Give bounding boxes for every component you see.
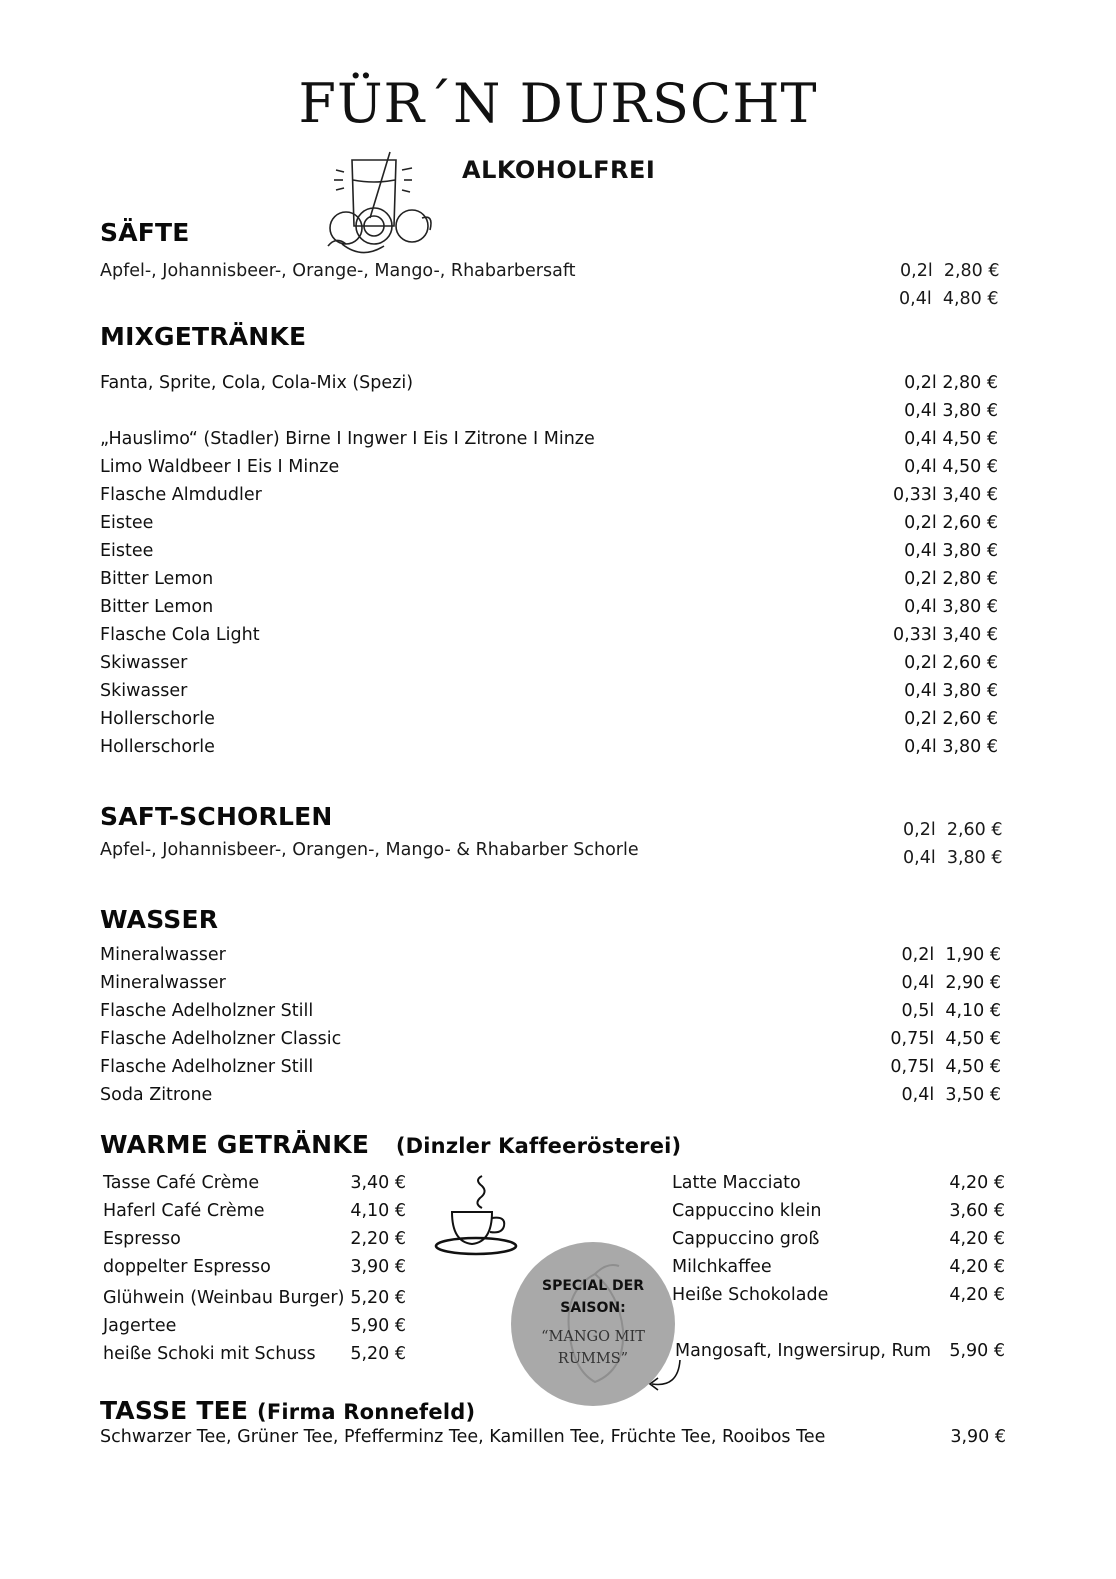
item-name: Milchkaffee [672,1257,772,1277]
warm-supplier: (Dinzler Kaffeerösterei) [395,1134,682,1158]
section-heading-warm [100,1130,681,1159]
saefte-price: 2,80 € [943,261,1000,281]
menu-item-row [100,485,998,513]
item-name: „Hauslimo“ (Stadler) Birne I Ingwer I Eis I Zitrone I Minze [100,429,595,449]
item-name: Eistee [100,513,154,533]
item-price: 3,90 € [350,1257,406,1277]
item-name: Jagertee [103,1316,177,1336]
item-price: 0,4l 3,80 € [904,737,998,757]
special-row [675,1341,1005,1369]
item-price: 0,4l 3,80 € [904,541,998,561]
item-price: 0,2l 2,60 € [904,653,998,673]
item-price: 0,2l 2,60 € [904,513,998,533]
item-name: Haferl Café Crème [103,1201,265,1221]
menu-item-row [100,1085,1001,1113]
item-name: Bitter Lemon [100,569,214,589]
item-price: 5,20 € [350,1344,406,1364]
item-price: 0,75l 4,50 € [890,1057,1001,1077]
item-price: 4,20 € [949,1285,1005,1305]
menu-subtitle: ALKOHOLFREI [462,156,656,184]
special-price: 5,90 € [949,1341,1005,1361]
menu-item-row [100,513,998,541]
item-price: 0,75l 4,50 € [890,1029,1001,1049]
item-price: 3,40 € [350,1173,406,1193]
menu-item-row [103,1229,406,1257]
special-name-line1: “MANGO MIT [541,1329,645,1345]
item-price: 0,4l 2,90 € [901,973,1001,993]
item-name: Bitter Lemon [100,597,214,617]
tee-description: Schwarzer Tee, Grüner Tee, Pfefferminz Tee, Kamillen Tee, Früchte Tee, Rooibos Tee [100,1427,826,1447]
item-name: Cappuccino klein [672,1201,822,1221]
item-name: Flasche Cola Light [100,625,260,645]
item-name: Flasche Adelholzner Still [100,1001,314,1021]
saftschorlen-price: 2,60 € [946,820,1003,840]
menu-item-row [100,597,998,625]
menu-item-row [672,1173,1005,1201]
juice-glass-with-fruits-icon [322,148,442,260]
section-heading-wasser: WASSER [100,905,219,934]
item-name: doppelter Espresso [103,1257,271,1277]
special-label-line2: SAISON: [560,1300,626,1316]
saefte-price: 4,80 € [942,289,999,309]
item-name: Flasche Adelholzner Still [100,1057,314,1077]
menu-item-row [100,973,1001,1001]
item-price: 0,33l 3,40 € [892,625,998,645]
menu-item-row [672,1229,1005,1257]
saefte-description: Apfel-, Johannisbeer-, Orange-, Mango-, Rhabarbersaft [100,261,576,281]
item-name: Eistee [100,541,154,561]
item-price: 4,20 € [949,1173,1005,1193]
item-price: 0,4l 3,50 € [901,1085,1001,1105]
menu-item-row [100,401,998,429]
tee-supplier: (Firma Ronnefeld) [257,1400,476,1424]
item-price: 2,20 € [350,1229,406,1249]
item-name: Soda Zitrone [100,1085,213,1105]
menu-item-row [100,737,998,765]
menu-item-row [100,373,998,401]
section-heading-saefte: SÄFTE [100,218,190,247]
menu-item-row [100,569,998,597]
item-price: 3,60 € [949,1201,1005,1221]
item-price: 4,10 € [350,1201,406,1221]
item-name: Limo Waldbeer I Eis I Minze [100,457,340,477]
menu-item-row [100,1057,1001,1085]
item-price: 0,33l 3,40 € [892,485,998,505]
special-name-line2: RUMMS” [557,1351,629,1367]
item-price: 0,2l 2,60 € [904,709,998,729]
saefte-size: 0,2l [900,261,933,281]
item-price: 0,2l 2,80 € [904,569,998,589]
special-label-line1: SPECIAL DER [542,1278,644,1294]
item-name: Mineralwasser [100,945,226,965]
menu-item-row [100,625,998,653]
item-name: Skiwasser [100,681,188,701]
item-price: 4,20 € [949,1229,1005,1249]
menu-item-row [100,429,998,457]
item-name: Mineralwasser [100,973,226,993]
item-name: Fanta, Sprite, Cola, Cola-Mix (Spezi) [100,373,414,393]
tee-price: 3,90 € [950,1427,1006,1447]
tee-heading: TASSE TEE [100,1396,249,1425]
item-name: Flasche Almdudler [100,485,262,505]
menu-item-row [100,709,998,737]
item-name: heiße Schoki mit Schuss [103,1344,316,1364]
item-name: Glühwein (Weinbau Burger) [103,1288,345,1308]
item-price: 0,4l 3,80 € [904,401,998,421]
item-price: 5,20 € [350,1288,406,1308]
saefte-price-row [900,261,998,281]
section-heading-mixgetraenke: MIXGETRÄNKE [100,322,307,351]
item-name: Skiwasser [100,653,188,673]
item-price: 4,20 € [949,1257,1005,1277]
saefte-price-row [899,289,997,309]
item-name: Hollerschorle [100,709,215,729]
menu-item-row [100,457,998,485]
menu-item-row [103,1257,406,1285]
item-price: 0,4l 4,50 € [904,429,998,449]
item-name: Espresso [103,1229,181,1249]
menu-item-row [100,1001,1001,1029]
tee-row [100,1427,1006,1455]
saftschorlen-price-row [903,848,1003,868]
saftschorlen-size: 0,2l [903,820,936,840]
menu-item-row [103,1344,406,1372]
item-price: 0,4l 4,50 € [904,457,998,477]
section-heading-tee [100,1396,475,1425]
menu-item-row [103,1316,406,1344]
menu-item-row [672,1257,1005,1285]
item-price: 0,4l 3,80 € [904,597,998,617]
special-ingredients: Mangosaft, Ingwersirup, Rum [675,1341,932,1361]
menu-item-row [100,1029,1001,1057]
item-price: 0,5l 4,10 € [901,1001,1001,1021]
special-label [511,1275,675,1319]
menu-item-row [100,681,998,709]
item-price: 5,90 € [350,1316,406,1336]
saftschorlen-price-row [903,820,1003,840]
menu-title: FÜR´N DURSCHT [298,72,818,135]
menu-item-row [100,945,1001,973]
menu-item-row [103,1173,406,1201]
menu-item-row [672,1285,1005,1313]
section-heading-saftschorlen: SAFT-SCHORLEN [100,802,333,831]
item-name: Hollerschorle [100,737,215,757]
menu-item-row [672,1201,1005,1229]
menu-item-row [100,653,998,681]
warm-heading: WARME GETRÄNKE [100,1130,370,1159]
item-price: 0,2l 2,80 € [904,373,998,393]
saftschorlen-description: Apfel-, Johannisbeer-, Orangen-, Mango- & Rhabarber Schorle [100,840,639,860]
item-name: Tasse Café Crème [103,1173,260,1193]
saftschorlen-price: 3,80 € [946,848,1003,868]
item-name: Flasche Adelholzner Classic [100,1029,342,1049]
item-price: 0,4l 3,80 € [904,681,998,701]
menu-item-row [103,1201,406,1229]
saftschorlen-size: 0,4l [903,848,936,868]
item-name: Heiße Schokolade [672,1285,829,1305]
menu-item-row [100,541,998,569]
item-name: Cappuccino groß [672,1229,820,1249]
item-name: Latte Macciato [672,1173,801,1193]
saefte-size: 0,4l [899,289,932,309]
coffee-cup-icon [430,1172,522,1262]
menu-item-row [103,1288,406,1316]
item-price: 0,2l 1,90 € [901,945,1001,965]
